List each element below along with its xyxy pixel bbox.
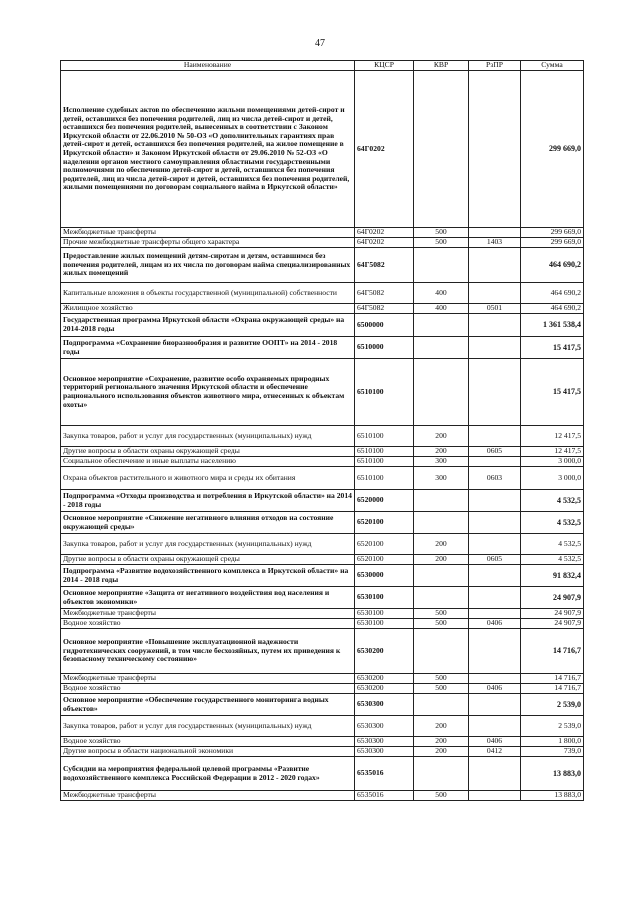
table-row bbox=[61, 694, 584, 716]
cell-kcsr: 6530200 bbox=[355, 684, 414, 694]
cell-kcsr: 6520100 bbox=[355, 555, 414, 565]
table-row bbox=[61, 228, 584, 238]
table-row bbox=[61, 674, 584, 684]
cell-sum: 91 832,4 bbox=[521, 565, 584, 587]
cell-kcsr: 64Г0202 bbox=[355, 228, 414, 238]
cell-name: Межбюджетные трансферты bbox=[61, 674, 355, 684]
cell-sum: 299 669,0 bbox=[521, 228, 584, 238]
table-row bbox=[61, 467, 584, 490]
cell-kcsr: 64Г5082 bbox=[355, 248, 414, 283]
table-row bbox=[61, 457, 584, 467]
cell-sum: 4 532,5 bbox=[521, 555, 584, 565]
cell-name: Капитальные вложения в объекты государственной (муниципальной) собственности bbox=[61, 283, 355, 304]
cell-rzpr bbox=[469, 426, 521, 447]
cell-name: Подпрограмма «Развитие водохозяйственного комплекса в Иркутской области» на 2014 - 2018 годы bbox=[61, 565, 355, 587]
cell-name: Основное мероприятие «Защита от негативного воздействия вод населения и объектов экономики» bbox=[61, 587, 355, 609]
table-row bbox=[61, 619, 584, 629]
cell-kvr: 200 bbox=[414, 534, 469, 555]
cell-kvr bbox=[414, 694, 469, 716]
cell-kvr: 500 bbox=[414, 674, 469, 684]
cell-sum: 4 532,5 bbox=[521, 512, 584, 534]
cell-name: Водное хозяйство bbox=[61, 619, 355, 629]
cell-kcsr: 6530000 bbox=[355, 565, 414, 587]
cell-rzpr bbox=[469, 490, 521, 512]
cell-kcsr: 6530100 bbox=[355, 609, 414, 619]
cell-rzpr: 0406 bbox=[469, 737, 521, 747]
cell-name: Социальное обеспечение и иные выплаты населению bbox=[61, 457, 355, 467]
cell-name: Жилищное хозяйство bbox=[61, 304, 355, 314]
cell-sum: 2 539,0 bbox=[521, 716, 584, 737]
table-row bbox=[61, 238, 584, 248]
cell-kcsr: 6520100 bbox=[355, 534, 414, 555]
cell-kvr bbox=[414, 629, 469, 674]
table-row bbox=[61, 71, 584, 228]
table-row bbox=[61, 426, 584, 447]
cell-kcsr: 6500000 bbox=[355, 314, 414, 337]
cell-kvr bbox=[414, 71, 469, 228]
cell-rzpr bbox=[469, 283, 521, 304]
cell-kvr bbox=[414, 314, 469, 337]
header-kcsr: КЦСР bbox=[355, 61, 414, 71]
cell-sum: 2 539,0 bbox=[521, 694, 584, 716]
cell-sum: 4 532,5 bbox=[521, 490, 584, 512]
cell-kcsr: 6510100 bbox=[355, 447, 414, 457]
cell-kvr bbox=[414, 490, 469, 512]
cell-name: Исполнение судебных актов по обеспечению жильми помещениями детей-сирот и детей, оставшихся без попечения родителей, лиц из числа детей-сирот и детей, оставшихся без попечения родителей, вынесенных в соответствии с Законом Иркутской области от 22.06.2010 № 50-ОЗ «О дополнительных гарантиях прав детей-сирот и детей, оставшихся без попечения родителей, на жилое помещение в Иркутской области» и Законом Иркутской области от 29.06.2010 № 52-ОЗ «О наделении органов местного самоуправления областными государственными полномочиями по обеспечению детей-сирот и детей, оставшихся без попечения родителей, лиц из числа детей-сирот и детей, оставшихся без попечения родителей, жилыми помещениями по договорам социального найма в Иркутской области» bbox=[61, 71, 355, 228]
table-row bbox=[61, 716, 584, 737]
table-header-row bbox=[61, 61, 584, 71]
cell-name: Государственная программа Иркутской области «Охрана окружающей среды» на 2014-2018 годы bbox=[61, 314, 355, 337]
table-row bbox=[61, 512, 584, 534]
cell-kcsr: 6530300 bbox=[355, 737, 414, 747]
table-row bbox=[61, 565, 584, 587]
cell-rzpr: 0605 bbox=[469, 447, 521, 457]
cell-rzpr: 0406 bbox=[469, 619, 521, 629]
table-row bbox=[61, 490, 584, 512]
cell-kvr bbox=[414, 587, 469, 609]
cell-name: Подпрограмма «Отходы производства и потребления в Иркутской области» на 2014 - 2018 годы bbox=[61, 490, 355, 512]
cell-rzpr bbox=[469, 337, 521, 359]
cell-rzpr bbox=[469, 629, 521, 674]
header-rzpr: РзПР bbox=[469, 61, 521, 71]
table-row bbox=[61, 304, 584, 314]
cell-kvr: 200 bbox=[414, 747, 469, 757]
cell-sum: 14 716,7 bbox=[521, 674, 584, 684]
cell-sum: 739,0 bbox=[521, 747, 584, 757]
cell-sum: 13 883,0 bbox=[521, 757, 584, 791]
cell-name: Закупка товаров, работ и услуг для государственных (муниципальных) нужд bbox=[61, 534, 355, 555]
cell-kvr: 500 bbox=[414, 238, 469, 248]
table-row bbox=[61, 337, 584, 359]
cell-sum: 14 716,7 bbox=[521, 629, 584, 674]
table-body bbox=[61, 71, 584, 801]
cell-sum: 3 000,0 bbox=[521, 467, 584, 490]
cell-name: Основное мероприятие «Сохранение, развитие особо охраняемых природных территорий регионального значения Иркутской области и обеспечение рационального использования объектов животного мира, отнесенных к объектам охоты» bbox=[61, 359, 355, 426]
table-row bbox=[61, 587, 584, 609]
cell-kcsr: 6510100 bbox=[355, 467, 414, 490]
cell-name: Водное хозяйство bbox=[61, 684, 355, 694]
table-row bbox=[61, 447, 584, 457]
cell-kvr bbox=[414, 248, 469, 283]
cell-rzpr bbox=[469, 457, 521, 467]
cell-sum: 3 000,0 bbox=[521, 457, 584, 467]
cell-kcsr: 64Г0202 bbox=[355, 71, 414, 228]
cell-sum: 15 417,5 bbox=[521, 359, 584, 426]
cell-kvr: 200 bbox=[414, 426, 469, 447]
table-row bbox=[61, 757, 584, 791]
cell-rzpr bbox=[469, 716, 521, 737]
cell-name: Межбюджетные трансферты bbox=[61, 791, 355, 801]
table-row bbox=[61, 609, 584, 619]
cell-rzpr bbox=[469, 791, 521, 801]
cell-sum: 24 907,9 bbox=[521, 609, 584, 619]
cell-kcsr: 6530100 bbox=[355, 619, 414, 629]
cell-kcsr: 6510100 bbox=[355, 426, 414, 447]
cell-rzpr: 0501 bbox=[469, 304, 521, 314]
cell-sum: 12 417,5 bbox=[521, 447, 584, 457]
cell-kvr: 200 bbox=[414, 555, 469, 565]
cell-name: Предоставление жилых помещений детям-сиротам и детям, оставшимся без попечения родителей, лицам из их числа по договорам найма специализированных жилых помещений bbox=[61, 248, 355, 283]
cell-kvr: 500 bbox=[414, 791, 469, 801]
cell-sum: 24 907,9 bbox=[521, 587, 584, 609]
header-name: Наименование bbox=[61, 61, 355, 71]
cell-kcsr: 6530300 bbox=[355, 716, 414, 737]
cell-rzpr: 0406 bbox=[469, 684, 521, 694]
cell-name: Межбюджетные трансферты bbox=[61, 228, 355, 238]
cell-rzpr bbox=[469, 757, 521, 791]
cell-kvr: 400 bbox=[414, 283, 469, 304]
cell-kcsr: 6510100 bbox=[355, 457, 414, 467]
cell-name: Подпрограмма «Сохранение биоразнообразия и развитие ООПТ» на 2014 - 2018 годы bbox=[61, 337, 355, 359]
cell-kvr bbox=[414, 359, 469, 426]
cell-kcsr: 6535016 bbox=[355, 791, 414, 801]
table-row bbox=[61, 747, 584, 757]
cell-name: Основное мероприятие «Обеспечение государственного мониторинга водных объектов» bbox=[61, 694, 355, 716]
cell-rzpr: 0603 bbox=[469, 467, 521, 490]
cell-name: Прочие межбюджетные трансферты общего характера bbox=[61, 238, 355, 248]
table-row bbox=[61, 555, 584, 565]
cell-kvr: 400 bbox=[414, 304, 469, 314]
cell-kcsr: 6530200 bbox=[355, 674, 414, 684]
cell-sum: 15 417,5 bbox=[521, 337, 584, 359]
cell-sum: 14 716,7 bbox=[521, 684, 584, 694]
cell-rzpr bbox=[469, 609, 521, 619]
cell-kvr bbox=[414, 757, 469, 791]
cell-rzpr: 0605 bbox=[469, 555, 521, 565]
table-row bbox=[61, 791, 584, 801]
cell-rzpr bbox=[469, 248, 521, 283]
cell-kvr: 200 bbox=[414, 737, 469, 747]
cell-sum: 13 883,0 bbox=[521, 791, 584, 801]
cell-sum: 4 532,5 bbox=[521, 534, 584, 555]
cell-kcsr: 6535016 bbox=[355, 757, 414, 791]
cell-kvr: 200 bbox=[414, 447, 469, 457]
table-row bbox=[61, 737, 584, 747]
cell-kcsr: 6510000 bbox=[355, 337, 414, 359]
table-row bbox=[61, 629, 584, 674]
cell-kvr: 500 bbox=[414, 609, 469, 619]
cell-rzpr bbox=[469, 565, 521, 587]
cell-name: Другие вопросы в области охраны окружающей среды bbox=[61, 555, 355, 565]
cell-kvr: 500 bbox=[414, 684, 469, 694]
cell-name: Межбюджетные трансферты bbox=[61, 609, 355, 619]
cell-sum: 1 800,0 bbox=[521, 737, 584, 747]
cell-rzpr bbox=[469, 674, 521, 684]
cell-name: Основное мероприятие «Повышение эксплуатационной надежности гидротехнических сооружений, в том числе бесхозяйных, путем их приведения к безопасному техническому состоянию» bbox=[61, 629, 355, 674]
cell-kcsr: 6520000 bbox=[355, 490, 414, 512]
cell-name: Закупка товаров, работ и услуг для государственных (муниципальных) нужд bbox=[61, 716, 355, 737]
cell-sum: 299 669,0 bbox=[521, 238, 584, 248]
cell-rzpr bbox=[469, 71, 521, 228]
cell-name: Закупка товаров, работ и услуг для государственных (муниципальных) нужд bbox=[61, 426, 355, 447]
page-number: 47 bbox=[315, 38, 325, 49]
cell-rzpr bbox=[469, 694, 521, 716]
cell-kcsr: 6530100 bbox=[355, 587, 414, 609]
table-row bbox=[61, 283, 584, 304]
cell-name: Основное мероприятие «Снижение негативного влияния отходов на состояние окружающей среды» bbox=[61, 512, 355, 534]
cell-kvr: 200 bbox=[414, 716, 469, 737]
cell-rzpr: 1403 bbox=[469, 238, 521, 248]
cell-kvr bbox=[414, 337, 469, 359]
cell-rzpr bbox=[469, 359, 521, 426]
cell-kcsr: 64Г0202 bbox=[355, 238, 414, 248]
cell-sum: 464 690,2 bbox=[521, 248, 584, 283]
cell-name: Охрана объектов растительного и животного мира и среды их обитания bbox=[61, 467, 355, 490]
cell-kcsr: 6520100 bbox=[355, 512, 414, 534]
cell-rzpr bbox=[469, 512, 521, 534]
cell-rzpr bbox=[469, 314, 521, 337]
cell-rzpr: 0412 bbox=[469, 747, 521, 757]
cell-name: Другие вопросы в области охраны окружающей среды bbox=[61, 447, 355, 457]
cell-kcsr: 64Г5082 bbox=[355, 304, 414, 314]
cell-kcsr: 6530200 bbox=[355, 629, 414, 674]
cell-kvr: 500 bbox=[414, 619, 469, 629]
cell-kvr: 300 bbox=[414, 467, 469, 490]
table-row bbox=[61, 534, 584, 555]
cell-name: Другие вопросы в области национальной экономики bbox=[61, 747, 355, 757]
cell-kcsr: 64Г5082 bbox=[355, 283, 414, 304]
cell-kcsr: 6530300 bbox=[355, 694, 414, 716]
cell-sum: 464 690,2 bbox=[521, 283, 584, 304]
cell-sum: 24 907,9 bbox=[521, 619, 584, 629]
cell-kvr: 500 bbox=[414, 228, 469, 238]
cell-sum: 464 690,2 bbox=[521, 304, 584, 314]
cell-sum: 12 417,5 bbox=[521, 426, 584, 447]
table-row bbox=[61, 248, 584, 283]
cell-kvr bbox=[414, 512, 469, 534]
header-kvr: КВР bbox=[414, 61, 469, 71]
cell-name: Водное хозяйство bbox=[61, 737, 355, 747]
table-row bbox=[61, 684, 584, 694]
cell-rzpr bbox=[469, 534, 521, 555]
table-row bbox=[61, 359, 584, 426]
budget-table bbox=[60, 60, 584, 801]
cell-rzpr bbox=[469, 228, 521, 238]
cell-sum: 299 669,0 bbox=[521, 71, 584, 228]
cell-rzpr bbox=[469, 587, 521, 609]
cell-sum: 1 361 538,4 bbox=[521, 314, 584, 337]
table-row bbox=[61, 314, 584, 337]
cell-name: Субсидии на мероприятия федеральной целевой программы «Развитие водохозяйственного комплекса Российской Федерации в 2012 - 2020 годах» bbox=[61, 757, 355, 791]
cell-kvr: 300 bbox=[414, 457, 469, 467]
cell-kcsr: 6510100 bbox=[355, 359, 414, 426]
cell-kcsr: 6530300 bbox=[355, 747, 414, 757]
cell-kvr bbox=[414, 565, 469, 587]
header-sum: Сумма bbox=[521, 61, 584, 71]
